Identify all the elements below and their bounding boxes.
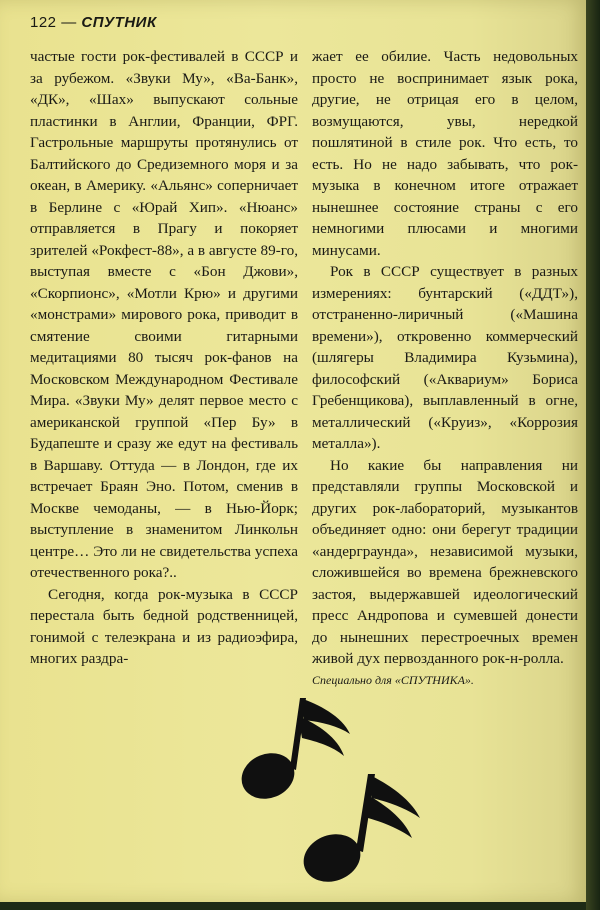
- page-edge-shadow: [586, 0, 600, 910]
- music-notes-icon: [238, 690, 428, 890]
- left-paragraph-1: частые гости рок-фестивалей в СССР и за рубежом. «Звуки Му», «Ва-Банк», «ДК», «Шах» выпускают сольные пластинки в Англии, Франции, ФРГ. Гастрольные маршруты протянулись от Балтийского до Средиземного моря и за океан, в Америку. «Альянс» соперничает в Берлине с «Юрай Хип». «Нюанс» отправляется в Прагу и покоряет зрителей «Рокфест-88», а в августе 89-го, выступая вместе с «Бон Джови», «Скорпионс», «Мотли Крю» и другими «монстрами» мирового рока, приводит в смятение своими гитарными медитациями 80 тысяч рок-фанов на Московском Международном Фестивале Мира. «Звуки Му» делят первое место с американской группой «Пер Бу» в Будапеште и сразу же едут на фестиваль в Варшаву. Оттуда — в Лондон, где их встречает Браян Эно. Потом, сменив в Москве чемоданы, — в Нью-Йорк; выступление в знаменитом Линкольн центре… Это ли не свидетельства успеха отечественного рока?..: [30, 48, 299, 581]
- left-column: [30, 46, 298, 670]
- left-paragraph-2: Сегодня, когда рок-музыка в СССР перестала быть бедной родственницей, гонимой с телеэкрана и из радиоэфира, многих раздра-: [30, 585, 298, 667]
- magazine-title: СПУТНИК: [81, 14, 157, 31]
- right-paragraph-3: Но какие бы направления ни представляли группы Московской и других рок-лабораторий, музыкантов объединяет одно: они берегут традиции «андерграунда», независимой музыки, сложившейся во времена брежневского застоя, выдержавшей идеологический пресс Андропова и сумевшей донести до нынешних перестроечных времен живой дух первозданного рок-н-ролла.: [312, 456, 578, 667]
- article-signature: Специально для «СПУТНИКА».: [312, 672, 474, 687]
- right-column: [312, 46, 578, 691]
- right-paragraph-2: Рок в СССР существует в разных измерениях: бунтарский («ДДТ»), отстраненно-лиричный («Машина времени»), откровенно коммерческий (шлягеры Владимира Кузьмина), философский («Аквариум» Бориса Гребенщикова), выплавленный в огне, металлический («Круиз», «Коррозия металла»).: [312, 263, 578, 452]
- right-paragraph-1: жает ее обилие. Часть недовольных просто не воспринимает язык рока, другие, не отрицая его в целом, возмущаются, увы, нередкой пошлятиной в стиле рок. Что есть, то есть. Но не надо забывать, что рок-музыка в конечном итоге отражает нынешнее состояние страны с его немногими плюсами и многими минусами.: [312, 48, 578, 259]
- page-number: 122: [30, 14, 57, 31]
- page-header: [30, 14, 157, 31]
- header-dash: —: [61, 14, 77, 31]
